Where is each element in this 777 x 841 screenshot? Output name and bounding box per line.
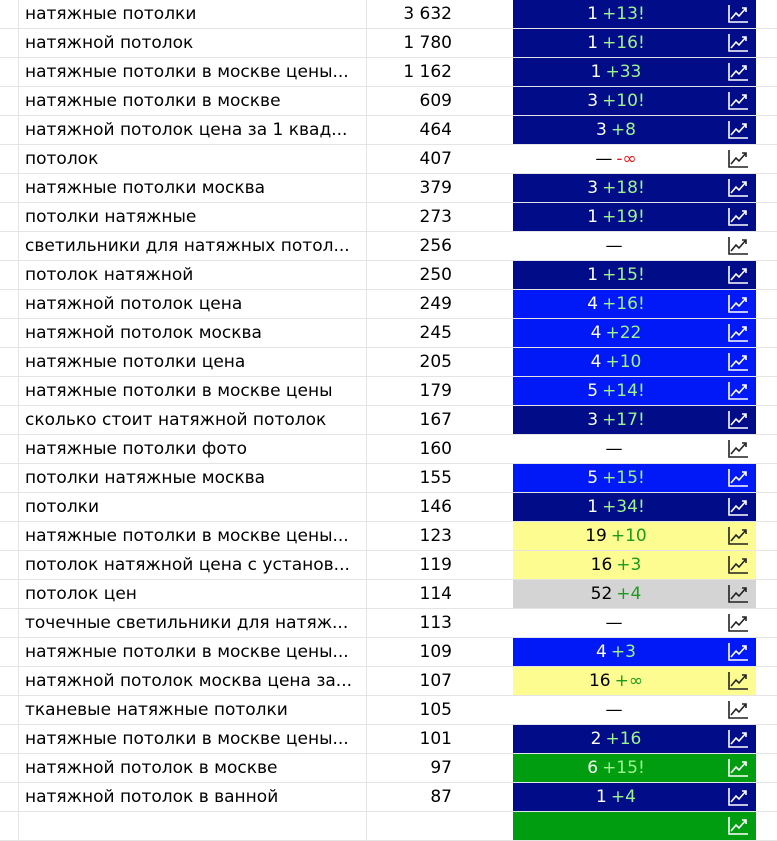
position-delta: +3 bbox=[616, 555, 642, 575]
table-row[interactable] bbox=[0, 29, 777, 58]
keyword-cell[interactable]: потолки натяжные москва bbox=[18, 464, 366, 492]
chart-icon[interactable] bbox=[719, 551, 756, 579]
table-row[interactable] bbox=[0, 0, 777, 29]
chart-line-icon bbox=[727, 555, 749, 575]
position-cell bbox=[513, 319, 719, 347]
keyword-cell[interactable]: натяжные потолки в москве цены... bbox=[18, 58, 366, 86]
position-delta: +18! bbox=[602, 178, 645, 198]
chart-icon[interactable] bbox=[719, 696, 756, 724]
position-delta: +4 bbox=[616, 584, 642, 604]
chart-line-icon bbox=[727, 236, 749, 256]
position-value: — bbox=[605, 236, 623, 256]
position-value: 4 bbox=[596, 642, 607, 662]
table-row[interactable] bbox=[0, 232, 777, 261]
frequency-cell: 273 bbox=[366, 203, 466, 231]
position-delta: -∞ bbox=[616, 149, 637, 169]
chart-icon[interactable] bbox=[719, 203, 756, 231]
chart-line-icon bbox=[727, 410, 749, 430]
keyword-cell[interactable]: натяжной потолок цена bbox=[18, 290, 366, 318]
frequency-cell: 379 bbox=[366, 174, 466, 202]
position-value: 19 bbox=[585, 526, 607, 546]
position-value: 3 bbox=[587, 178, 599, 198]
frequency-cell: 3 632 bbox=[366, 0, 466, 28]
chart-icon[interactable] bbox=[719, 29, 756, 57]
chart-icon[interactable] bbox=[719, 812, 756, 840]
frequency-cell: 256 bbox=[366, 232, 466, 260]
position-value: 1 bbox=[587, 497, 599, 517]
table-row[interactable] bbox=[0, 754, 777, 783]
chart-line-icon bbox=[727, 4, 749, 24]
position-cell bbox=[513, 783, 719, 811]
position-value: 16 bbox=[588, 671, 611, 691]
position-cell bbox=[513, 377, 719, 405]
chart-line-icon bbox=[727, 62, 749, 82]
chart-line-icon bbox=[727, 642, 749, 662]
chart-icon[interactable] bbox=[719, 58, 756, 86]
chart-icon[interactable] bbox=[719, 377, 756, 405]
keyword-cell[interactable]: сколько стоит натяжной потолок bbox=[18, 406, 366, 434]
chart-line-icon bbox=[727, 700, 749, 720]
chart-line-icon bbox=[727, 120, 749, 140]
table-row[interactable] bbox=[0, 290, 777, 319]
position-cell bbox=[513, 609, 719, 637]
position-delta: +16! bbox=[602, 33, 645, 53]
table-row[interactable] bbox=[0, 638, 777, 667]
position-value: 1 bbox=[587, 207, 599, 227]
chart-line-icon bbox=[727, 671, 749, 691]
chart-icon[interactable] bbox=[719, 435, 756, 463]
chart-line-icon bbox=[727, 758, 749, 778]
position-delta: +13! bbox=[602, 4, 645, 24]
frequency-cell: 87 bbox=[366, 783, 466, 811]
position-cell bbox=[513, 551, 719, 579]
keyword-cell[interactable]: натяжные потолки фото bbox=[18, 435, 366, 463]
position-cell bbox=[513, 58, 719, 86]
keyword-cell[interactable]: натяжные потолки в москве цены... bbox=[18, 638, 366, 666]
position-delta: +17! bbox=[602, 410, 645, 430]
position-value: 4 bbox=[590, 323, 602, 343]
position-value: 2 bbox=[590, 729, 602, 749]
keyword-cell[interactable]: натяжной потолок москва bbox=[18, 319, 366, 347]
chart-line-icon bbox=[727, 497, 749, 517]
chart-line-icon bbox=[727, 468, 749, 488]
position-delta: +15! bbox=[602, 758, 645, 778]
chart-icon[interactable] bbox=[719, 87, 756, 115]
keyword-cell[interactable]: натяжной потолок москва цена за... bbox=[18, 667, 366, 695]
position-cell bbox=[513, 696, 719, 724]
chart-icon[interactable] bbox=[719, 319, 756, 347]
keyword-cell[interactable]: тканевые натяжные потолки bbox=[18, 696, 366, 724]
frequency-cell: 205 bbox=[366, 348, 466, 376]
position-cell bbox=[513, 174, 719, 202]
table-row[interactable] bbox=[0, 464, 777, 493]
position-cell bbox=[513, 667, 719, 695]
table-row[interactable] bbox=[0, 522, 777, 551]
position-cell bbox=[513, 261, 719, 289]
position-cell bbox=[513, 435, 719, 463]
chart-line-icon bbox=[727, 33, 749, 53]
chart-line-icon bbox=[727, 323, 749, 343]
position-cell bbox=[513, 406, 719, 434]
keyword-cell[interactable]: натяжные потолки в москве bbox=[18, 87, 366, 115]
frequency-cell: 109 bbox=[366, 638, 466, 666]
frequency-cell: 179 bbox=[366, 377, 466, 405]
position-delta: +8 bbox=[610, 120, 636, 140]
position-delta: +34! bbox=[602, 497, 645, 517]
table-row[interactable] bbox=[0, 580, 777, 609]
chart-line-icon bbox=[727, 816, 749, 836]
position-delta: +3 bbox=[610, 642, 636, 662]
chart-icon[interactable] bbox=[719, 145, 756, 173]
chart-icon[interactable] bbox=[719, 754, 756, 782]
keyword-cell[interactable]: натяжные потолки в москве цены... bbox=[18, 725, 366, 753]
position-value: 3 bbox=[587, 410, 599, 430]
position-cell bbox=[513, 203, 719, 231]
position-cell bbox=[513, 290, 719, 318]
keyword-cell[interactable]: натяжные потолки в москве цены... bbox=[18, 522, 366, 550]
frequency-cell: 123 bbox=[366, 522, 466, 550]
table-row[interactable] bbox=[0, 261, 777, 290]
keyword-cell[interactable]: потолок цен bbox=[18, 580, 366, 608]
table-row[interactable] bbox=[0, 725, 777, 754]
keyword-cell[interactable]: натяжной потолок в ванной bbox=[18, 783, 366, 811]
keyword-cell[interactable] bbox=[18, 812, 366, 840]
chart-line-icon bbox=[727, 381, 749, 401]
frequency-cell: 160 bbox=[366, 435, 466, 463]
position-cell bbox=[513, 638, 719, 666]
table-row[interactable] bbox=[0, 87, 777, 116]
chart-icon[interactable] bbox=[719, 0, 756, 28]
frequency-cell: 105 bbox=[366, 696, 466, 724]
position-cell bbox=[513, 725, 719, 753]
position-delta: +22 bbox=[605, 323, 642, 343]
chart-icon[interactable] bbox=[719, 783, 756, 811]
frequency-cell: 119 bbox=[366, 551, 466, 579]
position-value: 5 bbox=[587, 381, 599, 401]
table-row[interactable] bbox=[0, 551, 777, 580]
chart-line-icon bbox=[727, 91, 749, 111]
position-value: — bbox=[605, 700, 623, 720]
chart-line-icon bbox=[727, 439, 749, 459]
chart-icon[interactable] bbox=[719, 406, 756, 434]
position-cell bbox=[513, 812, 719, 840]
position-delta: +16! bbox=[602, 294, 645, 314]
table-row[interactable] bbox=[0, 377, 777, 406]
chart-icon[interactable] bbox=[719, 725, 756, 753]
frequency-cell: 249 bbox=[366, 290, 466, 318]
position-value: 1 bbox=[596, 787, 607, 807]
keyword-cell[interactable]: натяжной потолок в москве bbox=[18, 754, 366, 782]
chart-line-icon bbox=[727, 178, 749, 198]
frequency-cell: 114 bbox=[366, 580, 466, 608]
keyword-cell[interactable]: потолок bbox=[18, 145, 366, 173]
position-cell bbox=[513, 754, 719, 782]
position-delta: +4 bbox=[610, 787, 636, 807]
position-cell bbox=[513, 116, 719, 144]
frequency-cell: 101 bbox=[366, 725, 466, 753]
position-cell bbox=[513, 29, 719, 57]
position-delta: +10 bbox=[605, 352, 642, 372]
frequency-cell: 464 bbox=[366, 116, 466, 144]
chart-line-icon bbox=[727, 149, 749, 169]
position-cell bbox=[513, 464, 719, 492]
chart-icon[interactable] bbox=[719, 290, 756, 318]
chart-line-icon bbox=[727, 787, 749, 807]
keyword-cell[interactable]: натяжные потолки москва bbox=[18, 174, 366, 202]
chart-icon[interactable] bbox=[719, 493, 756, 521]
chart-icon[interactable] bbox=[719, 348, 756, 376]
position-value: 1 bbox=[590, 62, 602, 82]
position-cell bbox=[513, 580, 719, 608]
frequency-cell: 146 bbox=[366, 493, 466, 521]
keyword-cell[interactable]: потолки bbox=[18, 493, 366, 521]
frequency-cell: 250 bbox=[366, 261, 466, 289]
position-value: 1 bbox=[587, 33, 599, 53]
frequency-cell: 407 bbox=[366, 145, 466, 173]
table-row[interactable] bbox=[0, 696, 777, 725]
chart-line-icon bbox=[727, 729, 749, 749]
chart-icon[interactable] bbox=[719, 609, 756, 637]
position-value: — bbox=[605, 439, 623, 459]
frequency-cell: 113 bbox=[366, 609, 466, 637]
position-delta: +15! bbox=[602, 265, 645, 285]
position-value: 3 bbox=[596, 120, 607, 140]
position-cell bbox=[513, 145, 719, 173]
keyword-cell[interactable]: натяжные потолки bbox=[18, 0, 366, 28]
chart-icon[interactable] bbox=[719, 232, 756, 260]
frequency-cell: 245 bbox=[366, 319, 466, 347]
keyword-cell[interactable]: натяжные потолки цена bbox=[18, 348, 366, 376]
frequency-cell bbox=[366, 812, 466, 840]
frequency-cell: 609 bbox=[366, 87, 466, 115]
chart-line-icon bbox=[727, 207, 749, 227]
frequency-cell: 1 162 bbox=[366, 58, 466, 86]
position-value: 5 bbox=[587, 468, 599, 488]
table-row[interactable] bbox=[0, 348, 777, 377]
keyword-cell[interactable]: потолок натяжной цена с установ... bbox=[18, 551, 366, 579]
table-row[interactable] bbox=[0, 174, 777, 203]
chart-line-icon bbox=[727, 352, 749, 372]
frequency-cell: 97 bbox=[366, 754, 466, 782]
keyword-cell[interactable]: потолок натяжной bbox=[18, 261, 366, 289]
position-cell bbox=[513, 522, 719, 550]
position-value: 1 bbox=[587, 265, 599, 285]
chart-line-icon bbox=[727, 526, 749, 546]
chart-icon[interactable] bbox=[719, 638, 756, 666]
frequency-cell: 167 bbox=[366, 406, 466, 434]
keyword-cell[interactable]: натяжной потолок bbox=[18, 29, 366, 57]
position-value: 4 bbox=[590, 352, 602, 372]
chart-line-icon bbox=[727, 294, 749, 314]
position-delta: +10! bbox=[602, 91, 645, 111]
position-delta: +33 bbox=[605, 62, 642, 82]
chart-icon[interactable] bbox=[719, 522, 756, 550]
position-cell bbox=[513, 493, 719, 521]
table-row[interactable] bbox=[0, 319, 777, 348]
position-value: 6 bbox=[587, 758, 599, 778]
keyword-cell[interactable]: точечные светильники для натяж... bbox=[18, 609, 366, 637]
keyword-cell[interactable]: светильники для натяжных потол... bbox=[18, 232, 366, 260]
position-cell bbox=[513, 0, 719, 28]
chart-icon[interactable] bbox=[719, 580, 756, 608]
chart-icon[interactable] bbox=[719, 464, 756, 492]
frequency-cell: 1 780 bbox=[366, 29, 466, 57]
keyword-cell[interactable]: потолки натяжные bbox=[18, 203, 366, 231]
table-row[interactable] bbox=[0, 812, 777, 841]
position-delta: +15! bbox=[602, 468, 645, 488]
frequency-cell: 107 bbox=[366, 667, 466, 695]
position-value: 4 bbox=[587, 294, 599, 314]
table-row[interactable] bbox=[0, 406, 777, 435]
chart-line-icon bbox=[727, 265, 749, 285]
table-row[interactable] bbox=[0, 667, 777, 696]
keyword-cell[interactable]: натяжной потолок цена за 1 квад... bbox=[18, 116, 366, 144]
position-value: 52 bbox=[590, 584, 613, 604]
position-value: — bbox=[605, 613, 623, 633]
position-cell bbox=[513, 232, 719, 260]
position-value: — bbox=[595, 149, 613, 169]
frequency-cell: 155 bbox=[366, 464, 466, 492]
position-value: 1 bbox=[587, 4, 599, 24]
chart-icon[interactable] bbox=[719, 261, 756, 289]
table-row[interactable] bbox=[0, 145, 777, 174]
position-cell bbox=[513, 348, 719, 376]
chart-icon[interactable] bbox=[719, 174, 756, 202]
position-delta: +∞ bbox=[614, 671, 644, 691]
chart-icon[interactable] bbox=[719, 667, 756, 695]
position-value: 16 bbox=[590, 555, 613, 575]
position-delta: +14! bbox=[602, 381, 645, 401]
position-delta: +10 bbox=[610, 526, 647, 546]
table-row[interactable] bbox=[0, 493, 777, 522]
table-row[interactable] bbox=[0, 609, 777, 638]
keyword-cell[interactable]: натяжные потолки в москве цены bbox=[18, 377, 366, 405]
position-value: 3 bbox=[587, 91, 599, 111]
chart-line-icon bbox=[727, 584, 749, 604]
table-row[interactable] bbox=[0, 435, 777, 464]
table-row[interactable] bbox=[0, 783, 777, 812]
position-cell bbox=[513, 87, 719, 115]
chart-icon[interactable] bbox=[719, 116, 756, 144]
position-delta: +19! bbox=[602, 207, 645, 227]
table-row[interactable] bbox=[0, 58, 777, 87]
position-delta: +16 bbox=[605, 729, 642, 749]
chart-line-icon bbox=[727, 613, 749, 633]
table-row[interactable] bbox=[0, 203, 777, 232]
table-row[interactable] bbox=[0, 116, 777, 145]
